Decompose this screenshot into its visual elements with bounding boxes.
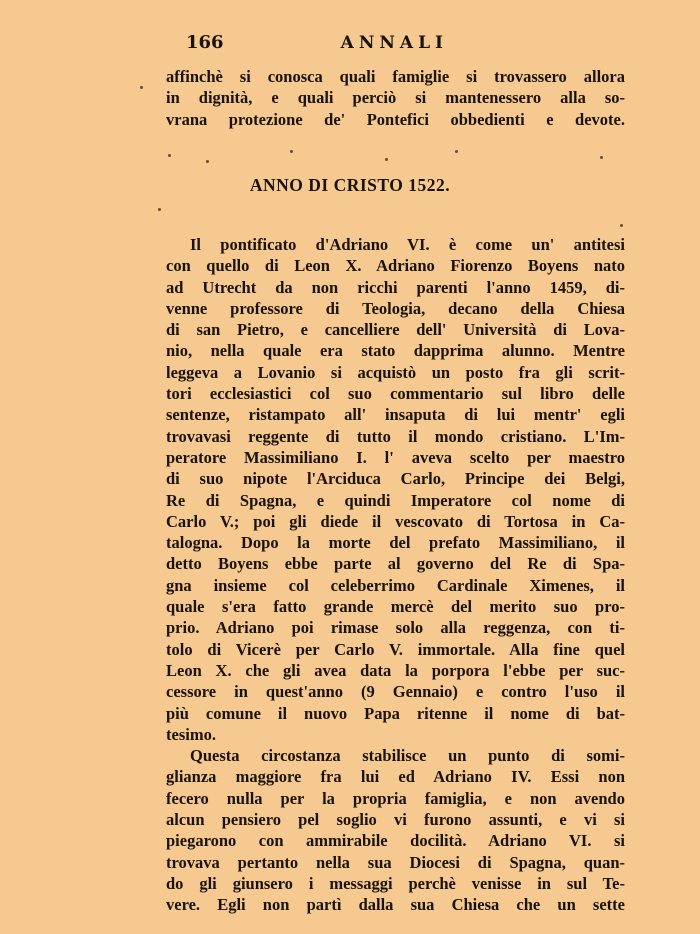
text-line: peratore Massimiliano I. l' aveva scelto per maestro: [166, 447, 625, 467]
text-line: tori ecclesiastici col suo commentario sul libro delle: [166, 384, 625, 404]
text-line: Il pontificato d'Adriano VI. è come un' antitesi: [190, 235, 625, 254]
text-line: di suo nipote l'Arciduca Carlo, Principe dei Belgi,: [166, 469, 625, 489]
text-line: in dignità, e quali perciò si mantenessero alla so-: [166, 88, 625, 108]
text-line: sentenze, ristampato all' insaputa di lui mentr' egli: [166, 405, 625, 425]
text-line: detto Boyens ebbe parte al governo del Re di Spa-: [166, 554, 625, 574]
text-line: glianza maggiore fra lui ed Adriano IV. Essi non: [166, 767, 625, 787]
text-line: prio. Adriano poi rimase solo alla reggenza, con ti-: [166, 618, 625, 638]
text-line: con quello di Leon X. Adriano Fiorenzo Boyens nato: [166, 256, 625, 276]
body-text: [166, 234, 625, 916]
text-line: trovava pertanto nella sua Diocesi di Spagna, quan-: [166, 852, 625, 872]
ink-speck: [600, 156, 603, 159]
text-line: Re di Spagna, e quindi Imperatore col nome di: [166, 490, 625, 510]
text-line: Leon X. che gli avea data la porpora l'ebbe per suc-: [166, 660, 625, 680]
ink-speck: [455, 150, 458, 153]
ink-speck: [158, 208, 161, 211]
text-line: cessore in quest'anno (9 Gennaio) e contro l'uso il: [166, 682, 625, 702]
page-number: 166: [186, 32, 224, 53]
ink-speck: [620, 224, 623, 227]
intro-paragraph: [166, 66, 625, 130]
paragraph-1: [166, 234, 625, 745]
text-line: venne professore di Teologia, decano della Chiesa: [166, 298, 625, 318]
ink-speck: [290, 150, 293, 153]
text-line: vrana protezione de' Pontefici obbedienti e devote.: [166, 109, 625, 129]
text-line: di san Pietro, e cancelliere dell' Università di Lova-: [166, 320, 625, 340]
text-line: Questa circostanza stabilisce un punto di somi-: [190, 746, 625, 766]
ink-speck: [385, 158, 388, 161]
ink-speck: [206, 160, 209, 163]
text-line: affinchè si conosca quali famiglie si trovassero allora: [166, 67, 625, 86]
text-line: ad Utrecht da non ricchi parenti l'anno 1459, di-: [166, 277, 625, 297]
section-title: ANNO DI CRISTO 1522.: [249, 175, 451, 195]
paragraph-2: [166, 745, 625, 915]
text-line: gna insieme col celeberrimo Cardinale Ximenes, il: [166, 575, 625, 595]
text-line: piegarono con ammirabile docilità. Adriano VI. si: [166, 831, 625, 851]
text-line: trovavasi reggente di tutto il mondo cristiano. L'Im-: [166, 426, 625, 446]
text-line: vere. Egli non partì dalla sua Chiesa che un sette: [166, 895, 625, 915]
text-line: quale s'era fatto grande mercè del merito suo pro-: [166, 597, 625, 617]
text-line: Carlo V.; poi gli diede il vescovato di Tortosa in Ca-: [166, 511, 625, 531]
running-title: ANNALI: [340, 33, 448, 53]
text-line: talogna. Dopo la morte del prefato Massimiliano, il: [166, 533, 625, 553]
ink-speck: [168, 154, 171, 157]
text-line: nio, nella quale era stato dapprima alunno. Mentre: [166, 341, 625, 361]
text-line: tolo di Vicerè per Carlo V. immortale. Alla fine quel: [166, 639, 625, 659]
text-line: leggeva a Lovanio si acquistò un posto fra gli scrit-: [166, 362, 625, 382]
text-line: alcun pensiero pel soglio vi furono assunti, e vi si: [166, 810, 625, 830]
text-line: tesimo.: [166, 724, 216, 744]
ink-speck: [140, 86, 143, 89]
text-line: più comune il nuovo Papa ritenne il nome di bat-: [166, 703, 625, 723]
text-line: do gli giunsero i messaggi perchè venisse in sul Te-: [166, 873, 625, 893]
page-header: [186, 32, 448, 53]
text-line: fecero nulla per la propria famiglia, e non avendo: [166, 788, 625, 808]
